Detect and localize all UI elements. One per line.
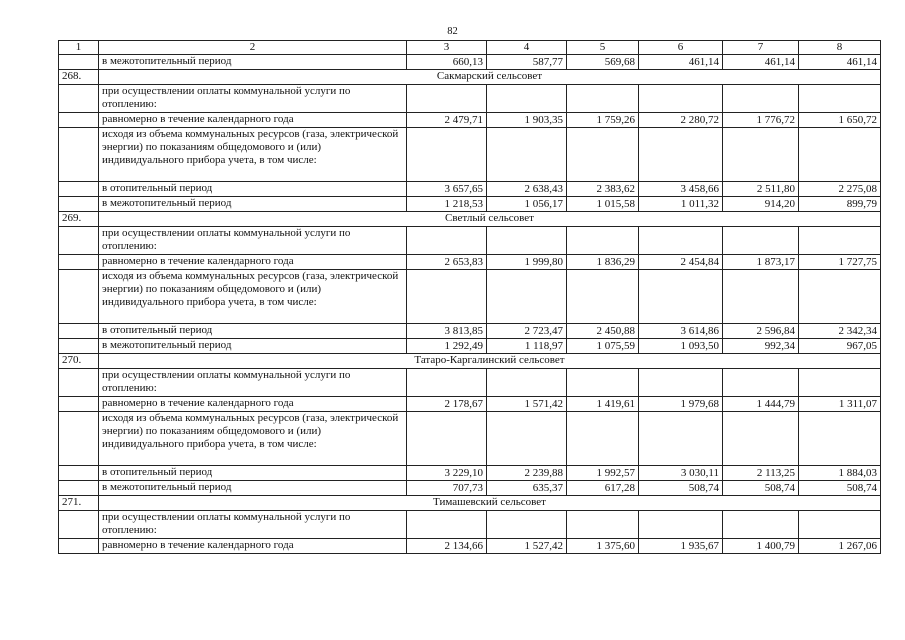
value-cell: 587,77 [487, 55, 567, 70]
value-cell: 461,14 [723, 55, 799, 70]
empty-cell [723, 85, 799, 113]
value-cell: 1 093,50 [639, 339, 723, 354]
value-cell: 1 419,61 [567, 397, 639, 412]
empty-cell [567, 270, 639, 324]
empty-cell [639, 227, 723, 255]
number-cell [59, 55, 99, 70]
row-label: равномерно в течение календарного года [99, 255, 407, 270]
col-header: 8 [799, 41, 881, 55]
row-label: при осуществлении оплаты коммунальной услуги по отоплению: [99, 369, 407, 397]
value-cell: 1 884,03 [799, 466, 881, 481]
number-cell [59, 197, 99, 212]
number-cell [59, 466, 99, 481]
col-header: 3 [407, 41, 487, 55]
tariff-table [58, 40, 881, 554]
col-header: 1 [59, 41, 99, 55]
empty-cell [799, 128, 881, 182]
col-header: 7 [723, 41, 799, 55]
value-cell: 2 450,88 [567, 324, 639, 339]
empty-cell [799, 511, 881, 539]
value-cell: 1 836,29 [567, 255, 639, 270]
table-row [59, 255, 881, 270]
value-cell: 660,13 [407, 55, 487, 70]
value-cell: 1 218,53 [407, 197, 487, 212]
row-label: в межотопительный период [99, 481, 407, 496]
text-row [59, 85, 881, 113]
empty-cell [567, 412, 639, 466]
empty-cell [723, 270, 799, 324]
value-cell: 2 113,25 [723, 466, 799, 481]
number-cell [59, 511, 99, 539]
empty-cell [567, 227, 639, 255]
empty-cell [723, 128, 799, 182]
row-label: в межотопительный период [99, 55, 407, 70]
value-cell: 3 229,10 [407, 466, 487, 481]
empty-cell [799, 412, 881, 466]
value-cell: 1 056,17 [487, 197, 567, 212]
value-cell: 3 458,66 [639, 182, 723, 197]
number-cell [59, 412, 99, 466]
empty-cell [407, 85, 487, 113]
section-name: Сакмарский сельсовет [99, 70, 881, 85]
row-label: равномерно в течение календарного года [99, 397, 407, 412]
empty-cell [639, 511, 723, 539]
value-cell: 1 903,35 [487, 113, 567, 128]
value-cell: 2 479,71 [407, 113, 487, 128]
number-cell [59, 182, 99, 197]
table-body [59, 55, 881, 554]
number-cell [59, 539, 99, 554]
empty-cell [639, 369, 723, 397]
section-name: Светлый сельсовет [99, 212, 881, 227]
empty-cell [799, 227, 881, 255]
value-cell: 1 999,80 [487, 255, 567, 270]
value-cell: 2 342,34 [799, 324, 881, 339]
section-row [59, 496, 881, 511]
text-row [59, 128, 881, 182]
table-row [59, 481, 881, 496]
number-cell [59, 128, 99, 182]
empty-cell [639, 85, 723, 113]
value-cell: 2 638,43 [487, 182, 567, 197]
section-number: 268. [59, 70, 99, 85]
number-cell [59, 227, 99, 255]
value-cell: 1 759,26 [567, 113, 639, 128]
text-row [59, 369, 881, 397]
text-row [59, 270, 881, 324]
row-label: исходя из объема коммунальных ресурсов (газа, электрической энергии) по показаниям общедомового и (или) индивидуального прибора учета, в том числе: [99, 412, 407, 466]
empty-cell [407, 369, 487, 397]
value-cell: 1 727,75 [799, 255, 881, 270]
value-cell: 1 075,59 [567, 339, 639, 354]
table-row [59, 397, 881, 412]
row-label: равномерно в течение календарного года [99, 113, 407, 128]
value-cell: 461,14 [799, 55, 881, 70]
number-cell [59, 481, 99, 496]
value-cell: 2 275,08 [799, 182, 881, 197]
value-cell: 2 454,84 [639, 255, 723, 270]
row-label: при осуществлении оплаты коммунальной услуги по отоплению: [99, 511, 407, 539]
col-header: 5 [567, 41, 639, 55]
value-cell: 3 030,11 [639, 466, 723, 481]
value-cell: 2 653,83 [407, 255, 487, 270]
value-cell: 1 015,58 [567, 197, 639, 212]
table-row [59, 339, 881, 354]
empty-cell [487, 511, 567, 539]
row-label: исходя из объема коммунальных ресурсов (газа, электрической энергии) по показаниям общедомового и (или) индивидуального прибора учета, в том числе: [99, 270, 407, 324]
value-cell: 1 992,57 [567, 466, 639, 481]
value-cell: 1 776,72 [723, 113, 799, 128]
empty-cell [723, 412, 799, 466]
empty-cell [567, 511, 639, 539]
value-cell: 3 813,85 [407, 324, 487, 339]
empty-cell [487, 227, 567, 255]
empty-cell [407, 227, 487, 255]
row-label: в отопительный период [99, 466, 407, 481]
value-cell: 2 511,80 [723, 182, 799, 197]
empty-cell [487, 369, 567, 397]
empty-cell [639, 128, 723, 182]
empty-cell [407, 511, 487, 539]
number-cell [59, 324, 99, 339]
value-cell: 1 375,60 [567, 539, 639, 554]
empty-cell [799, 85, 881, 113]
value-cell: 1 311,07 [799, 397, 881, 412]
row-label: в межотопительный период [99, 197, 407, 212]
value-cell: 1 527,42 [487, 539, 567, 554]
value-cell: 1 979,68 [639, 397, 723, 412]
value-cell: 3 657,65 [407, 182, 487, 197]
section-number: 271. [59, 496, 99, 511]
value-cell: 1 444,79 [723, 397, 799, 412]
number-cell [59, 270, 99, 324]
section-name: Татаро-Каргалинский сельсовет [99, 354, 881, 369]
col-header: 2 [99, 41, 407, 55]
col-header: 4 [487, 41, 567, 55]
value-cell: 508,74 [799, 481, 881, 496]
empty-cell [487, 270, 567, 324]
empty-cell [567, 369, 639, 397]
section-number: 269. [59, 212, 99, 227]
value-cell: 1 292,49 [407, 339, 487, 354]
text-row [59, 511, 881, 539]
value-cell: 508,74 [723, 481, 799, 496]
empty-cell [639, 412, 723, 466]
value-cell: 2 383,62 [567, 182, 639, 197]
section-name: Тимашевский сельсовет [99, 496, 881, 511]
empty-cell [487, 412, 567, 466]
value-cell: 899,79 [799, 197, 881, 212]
empty-cell [407, 412, 487, 466]
value-cell: 2 178,67 [407, 397, 487, 412]
value-cell: 967,05 [799, 339, 881, 354]
table-row [59, 324, 881, 339]
col-header: 6 [639, 41, 723, 55]
empty-cell [799, 270, 881, 324]
value-cell: 992,34 [723, 339, 799, 354]
number-cell [59, 397, 99, 412]
number-cell [59, 113, 99, 128]
value-cell: 1 011,32 [639, 197, 723, 212]
value-cell: 508,74 [639, 481, 723, 496]
table-row [59, 197, 881, 212]
value-cell: 635,37 [487, 481, 567, 496]
value-cell: 1 118,97 [487, 339, 567, 354]
text-row [59, 412, 881, 466]
value-cell: 461,14 [639, 55, 723, 70]
empty-cell [723, 369, 799, 397]
value-cell: 1 873,17 [723, 255, 799, 270]
empty-cell [567, 128, 639, 182]
value-cell: 2 134,66 [407, 539, 487, 554]
value-cell: 2 280,72 [639, 113, 723, 128]
empty-cell [407, 128, 487, 182]
row-label: равномерно в течение календарного года [99, 539, 407, 554]
text-row [59, 227, 881, 255]
empty-cell [567, 85, 639, 113]
table-row [59, 539, 881, 554]
value-cell: 2 596,84 [723, 324, 799, 339]
empty-cell [487, 85, 567, 113]
value-cell: 1 571,42 [487, 397, 567, 412]
table-row [59, 182, 881, 197]
number-cell [59, 85, 99, 113]
row-label: исходя из объема коммунальных ресурсов (газа, электрической энергии) по показаниям общедомового и (или) индивидуального прибора учета, в том числе: [99, 128, 407, 182]
section-number: 270. [59, 354, 99, 369]
section-row [59, 70, 881, 85]
value-cell: 2 723,47 [487, 324, 567, 339]
row-label: при осуществлении оплаты коммунальной услуги по отоплению: [99, 85, 407, 113]
value-cell: 707,73 [407, 481, 487, 496]
value-cell: 569,68 [567, 55, 639, 70]
value-cell: 1 400,79 [723, 539, 799, 554]
empty-cell [799, 369, 881, 397]
value-cell: 1 650,72 [799, 113, 881, 128]
number-cell [59, 255, 99, 270]
table-row [59, 55, 881, 70]
value-cell: 617,28 [567, 481, 639, 496]
row-label: при осуществлении оплаты коммунальной услуги по отоплению: [99, 227, 407, 255]
empty-cell [639, 270, 723, 324]
value-cell: 914,20 [723, 197, 799, 212]
number-cell [59, 339, 99, 354]
value-cell: 2 239,88 [487, 466, 567, 481]
value-cell: 3 614,86 [639, 324, 723, 339]
table-row [59, 466, 881, 481]
row-label: в отопительный период [99, 324, 407, 339]
value-cell: 1 935,67 [639, 539, 723, 554]
row-label: в межотопительный период [99, 339, 407, 354]
header-row [59, 41, 881, 55]
empty-cell [723, 227, 799, 255]
value-cell: 1 267,06 [799, 539, 881, 554]
empty-cell [723, 511, 799, 539]
section-row [59, 354, 881, 369]
table-row [59, 113, 881, 128]
row-label: в отопительный период [99, 182, 407, 197]
empty-cell [487, 128, 567, 182]
empty-cell [407, 270, 487, 324]
page-number: 82 [447, 26, 458, 37]
number-cell [59, 369, 99, 397]
section-row [59, 212, 881, 227]
